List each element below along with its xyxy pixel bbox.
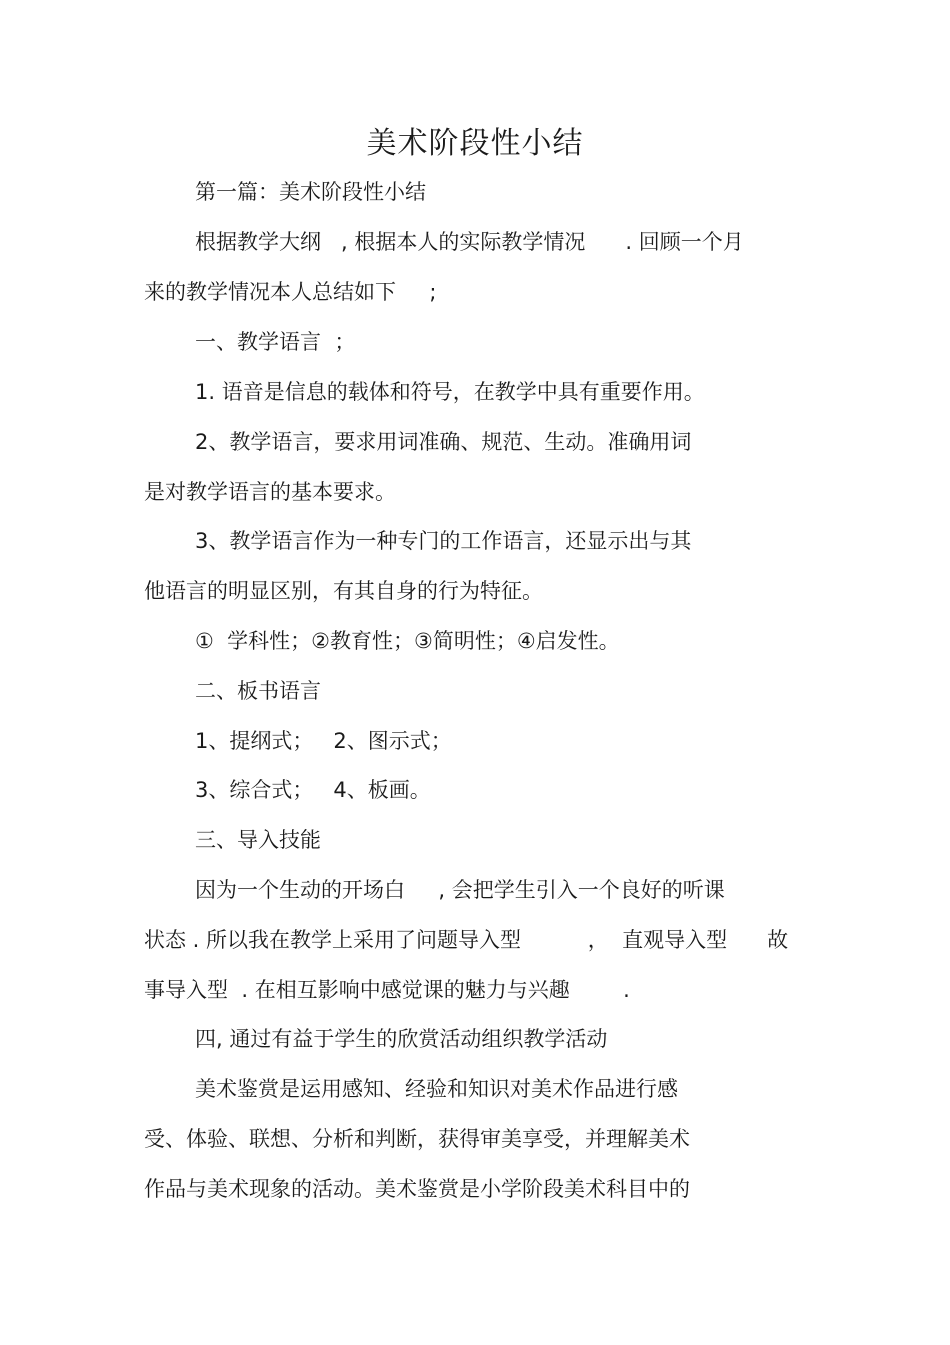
paragraph-line: 事导入型 . 在相互影响中感觉课的魅力与兴趣 .: [144, 978, 630, 1002]
paragraph-line: 状态 . 所以我在教学上采用了问题导入型 ， 直观导入型 故: [144, 928, 789, 952]
paragraph-line: 根据教学大纲 , 根据本人的实际教学情况 . 回顾一个月: [195, 230, 744, 254]
paragraph-line: 3、教学语言作为一种专门的工作语言，还显示出与其: [195, 529, 692, 553]
section-heading: 三、导入技能: [195, 828, 321, 852]
paragraph-line: 是对教学语言的基本要求。: [144, 480, 396, 504]
paragraph-line: ① 学科性；②教育性；③简明性；④启发性。: [195, 629, 620, 653]
section-heading: 二、板书语言: [195, 679, 321, 703]
section-heading: 第一篇：美术阶段性小结: [195, 180, 426, 204]
paragraph-line: 受、体验、联想、分析和判断，获得审美享受，并理解美术: [144, 1127, 690, 1151]
paragraph-line: 美术鉴赏是运用感知、经验和知识对美术作品进行感: [195, 1077, 678, 1101]
paragraph-line: 作品与美术现象的活动。美术鉴赏是小学阶段美术科目中的: [144, 1177, 690, 1201]
paragraph-line: 来的教学情况本人总结如下 ;: [144, 280, 437, 304]
paragraph-line: 他语言的明显区别，有其自身的行为特征。: [144, 579, 543, 603]
paragraph-line: 3、综合式； 4、板画。: [195, 778, 431, 802]
paragraph-line: 1、提纲式； 2、图示式；: [195, 729, 452, 753]
section-heading: 一、教学语言 ；: [195, 330, 356, 354]
section-heading: 四, 通过有益于学生的欣赏活动组织教学活动: [195, 1027, 608, 1051]
document-title: 美术阶段性小结: [366, 126, 584, 161]
paragraph-line: 因为一个生动的开场白 , 会把学生引入一个良好的听课: [195, 878, 725, 902]
paragraph-line: 1. 语音是信息的载体和符号，在教学中具有重要作用。: [195, 380, 705, 404]
paragraph-line: 2、教学语言，要求用词准确、规范、生动。准确用词: [195, 430, 692, 454]
